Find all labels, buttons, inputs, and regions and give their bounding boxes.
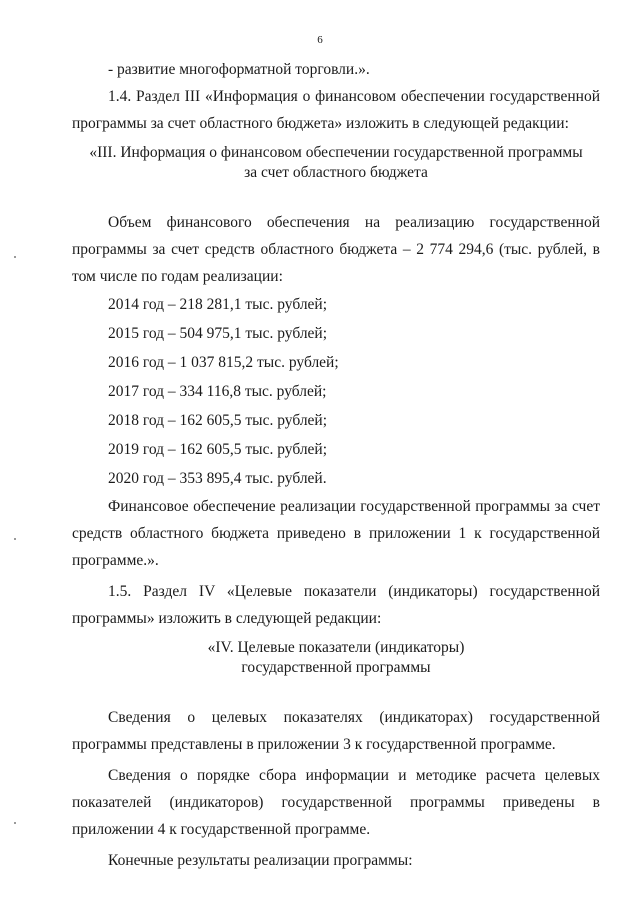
margin-mark: [14, 256, 16, 258]
indicators-paragraph: Сведения о целевых показателях (индикаторах) государственной программы представлены в приложении 3 к государственной программе.: [72, 709, 600, 753]
section-4-heading-line1: «IV. Целевые показатели (индикаторы): [207, 639, 465, 656]
margin-mark: [14, 538, 16, 540]
section-3-heading: [72, 143, 600, 183]
section-4-heading-line2: государственной программы: [241, 659, 431, 676]
year-item: 2016 год – 1 037 815,2 тыс. рублей;: [108, 354, 339, 371]
volume-paragraph: Объем финансового обеспечения на реализацию государственной программы за счет средств областного бюджета – 2 774 294,6 (тыс. рублей, в том числе по годам реализации:: [72, 214, 600, 285]
year-item: 2017 год – 334 116,8 тыс. рублей;: [108, 383, 327, 400]
margin-mark: [14, 822, 16, 824]
year-item: 2015 год – 504 975,1 тыс. рублей;: [108, 325, 328, 342]
intro-line: - развитие многоформатной торговли.».: [108, 61, 370, 78]
year-item: 2020 год – 353 895,4 тыс. рублей.: [108, 470, 327, 487]
page-number: 6: [317, 34, 323, 46]
item-1-4: 1.4. Раздел III «Информация о финансовом обеспечении государственной программы за счет областного бюджета» изложить в следующей редакции:: [72, 88, 600, 132]
year-item: 2018 год – 162 605,5 тыс. рублей;: [108, 412, 328, 429]
item-1-5: 1.5. Раздел IV «Целевые показатели (индикаторы) государственной программы» изложить в следующей редакции:: [72, 583, 600, 627]
section-3-heading-line2: за счет областного бюджета: [244, 164, 428, 181]
document-body: [72, 56, 600, 874]
year-item: 2014 год – 218 281,1 тыс. рублей;: [108, 296, 328, 313]
finance-paragraph: Финансовое обеспечение реализации государственной программы за счет средств областного бюджета приведено в приложении 1 к государственной программе.».: [72, 498, 600, 569]
methodology-paragraph: Сведения о порядке сбора информации и методике расчета целевых показателей (индикаторов) государственной программы приведены в приложении 4 к государственной программе.: [72, 767, 600, 838]
years-list: [72, 290, 600, 493]
year-item: 2019 год – 162 605,5 тыс. рублей;: [108, 441, 328, 458]
section-4-heading: [72, 638, 600, 678]
results-line: Конечные результаты реализации программы:: [108, 852, 413, 869]
section-3-heading-line1: «III. Информация о финансовом обеспечении государственной программы: [89, 144, 583, 161]
